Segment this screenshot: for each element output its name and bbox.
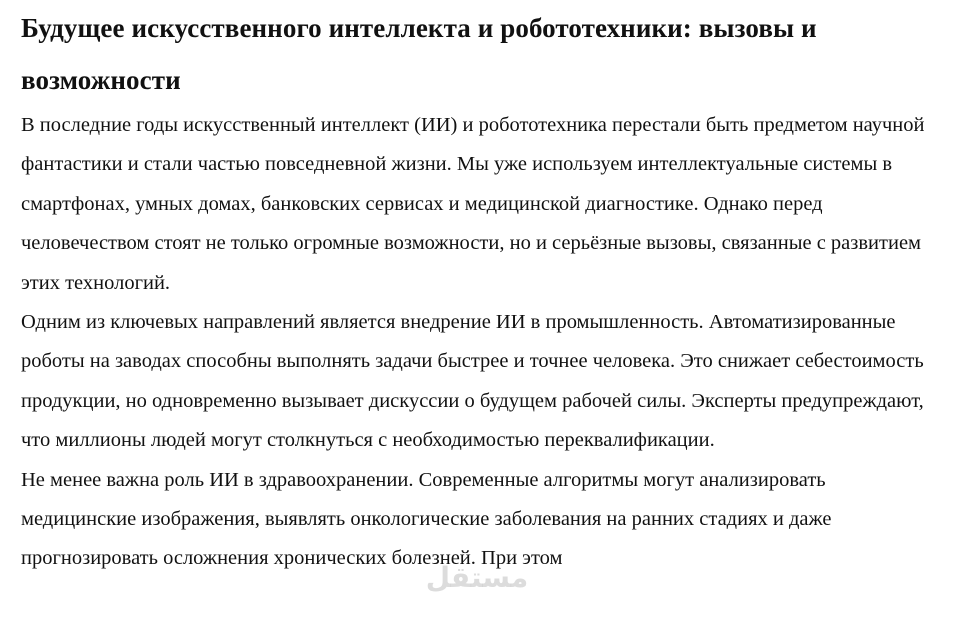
watermark-logo-text: مستقل	[425, 561, 529, 594]
document	[21, 0, 933, 579]
paragraph-industry: Одним из ключевых направлений является внедрение ИИ в промышленность. Автоматизированные роботы на заводах способны выполнять задачи быстрее и точнее человека. Это снижает себестоимость продукции, но одновременно вызывает дискуссии о будущем рабочей силы. Эксперты предупреждают, что миллионы людей могут столкнуться с необходимостью переквалификации.	[21, 311, 924, 452]
article-title: Будущее искусственного интеллекта и робототехники: вызовы и возможности	[21, 13, 817, 95]
paragraph-healthcare: Не менее важна роль ИИ в здравоохранении. Современные алгоритмы могут анализировать медицинские изображения, выявлять онкологические заболевания на ранних стадиях и даже прогнозировать осложнения хронических болезней. При этом	[21, 468, 832, 570]
paragraph-intro: В последние годы искусственный интеллект (ИИ) и робототехника перестали быть предметом научной фантастики и стали частью повседневной жизни. Мы уже используем интеллектуальные системы в смартфонах, умных домах, банковских сервисах и медицинской диагностике. Однако перед человечеством стоят не только огромные возможности, но и серьёзные вызовы, связанные с развитием этих технологий.	[21, 114, 925, 294]
